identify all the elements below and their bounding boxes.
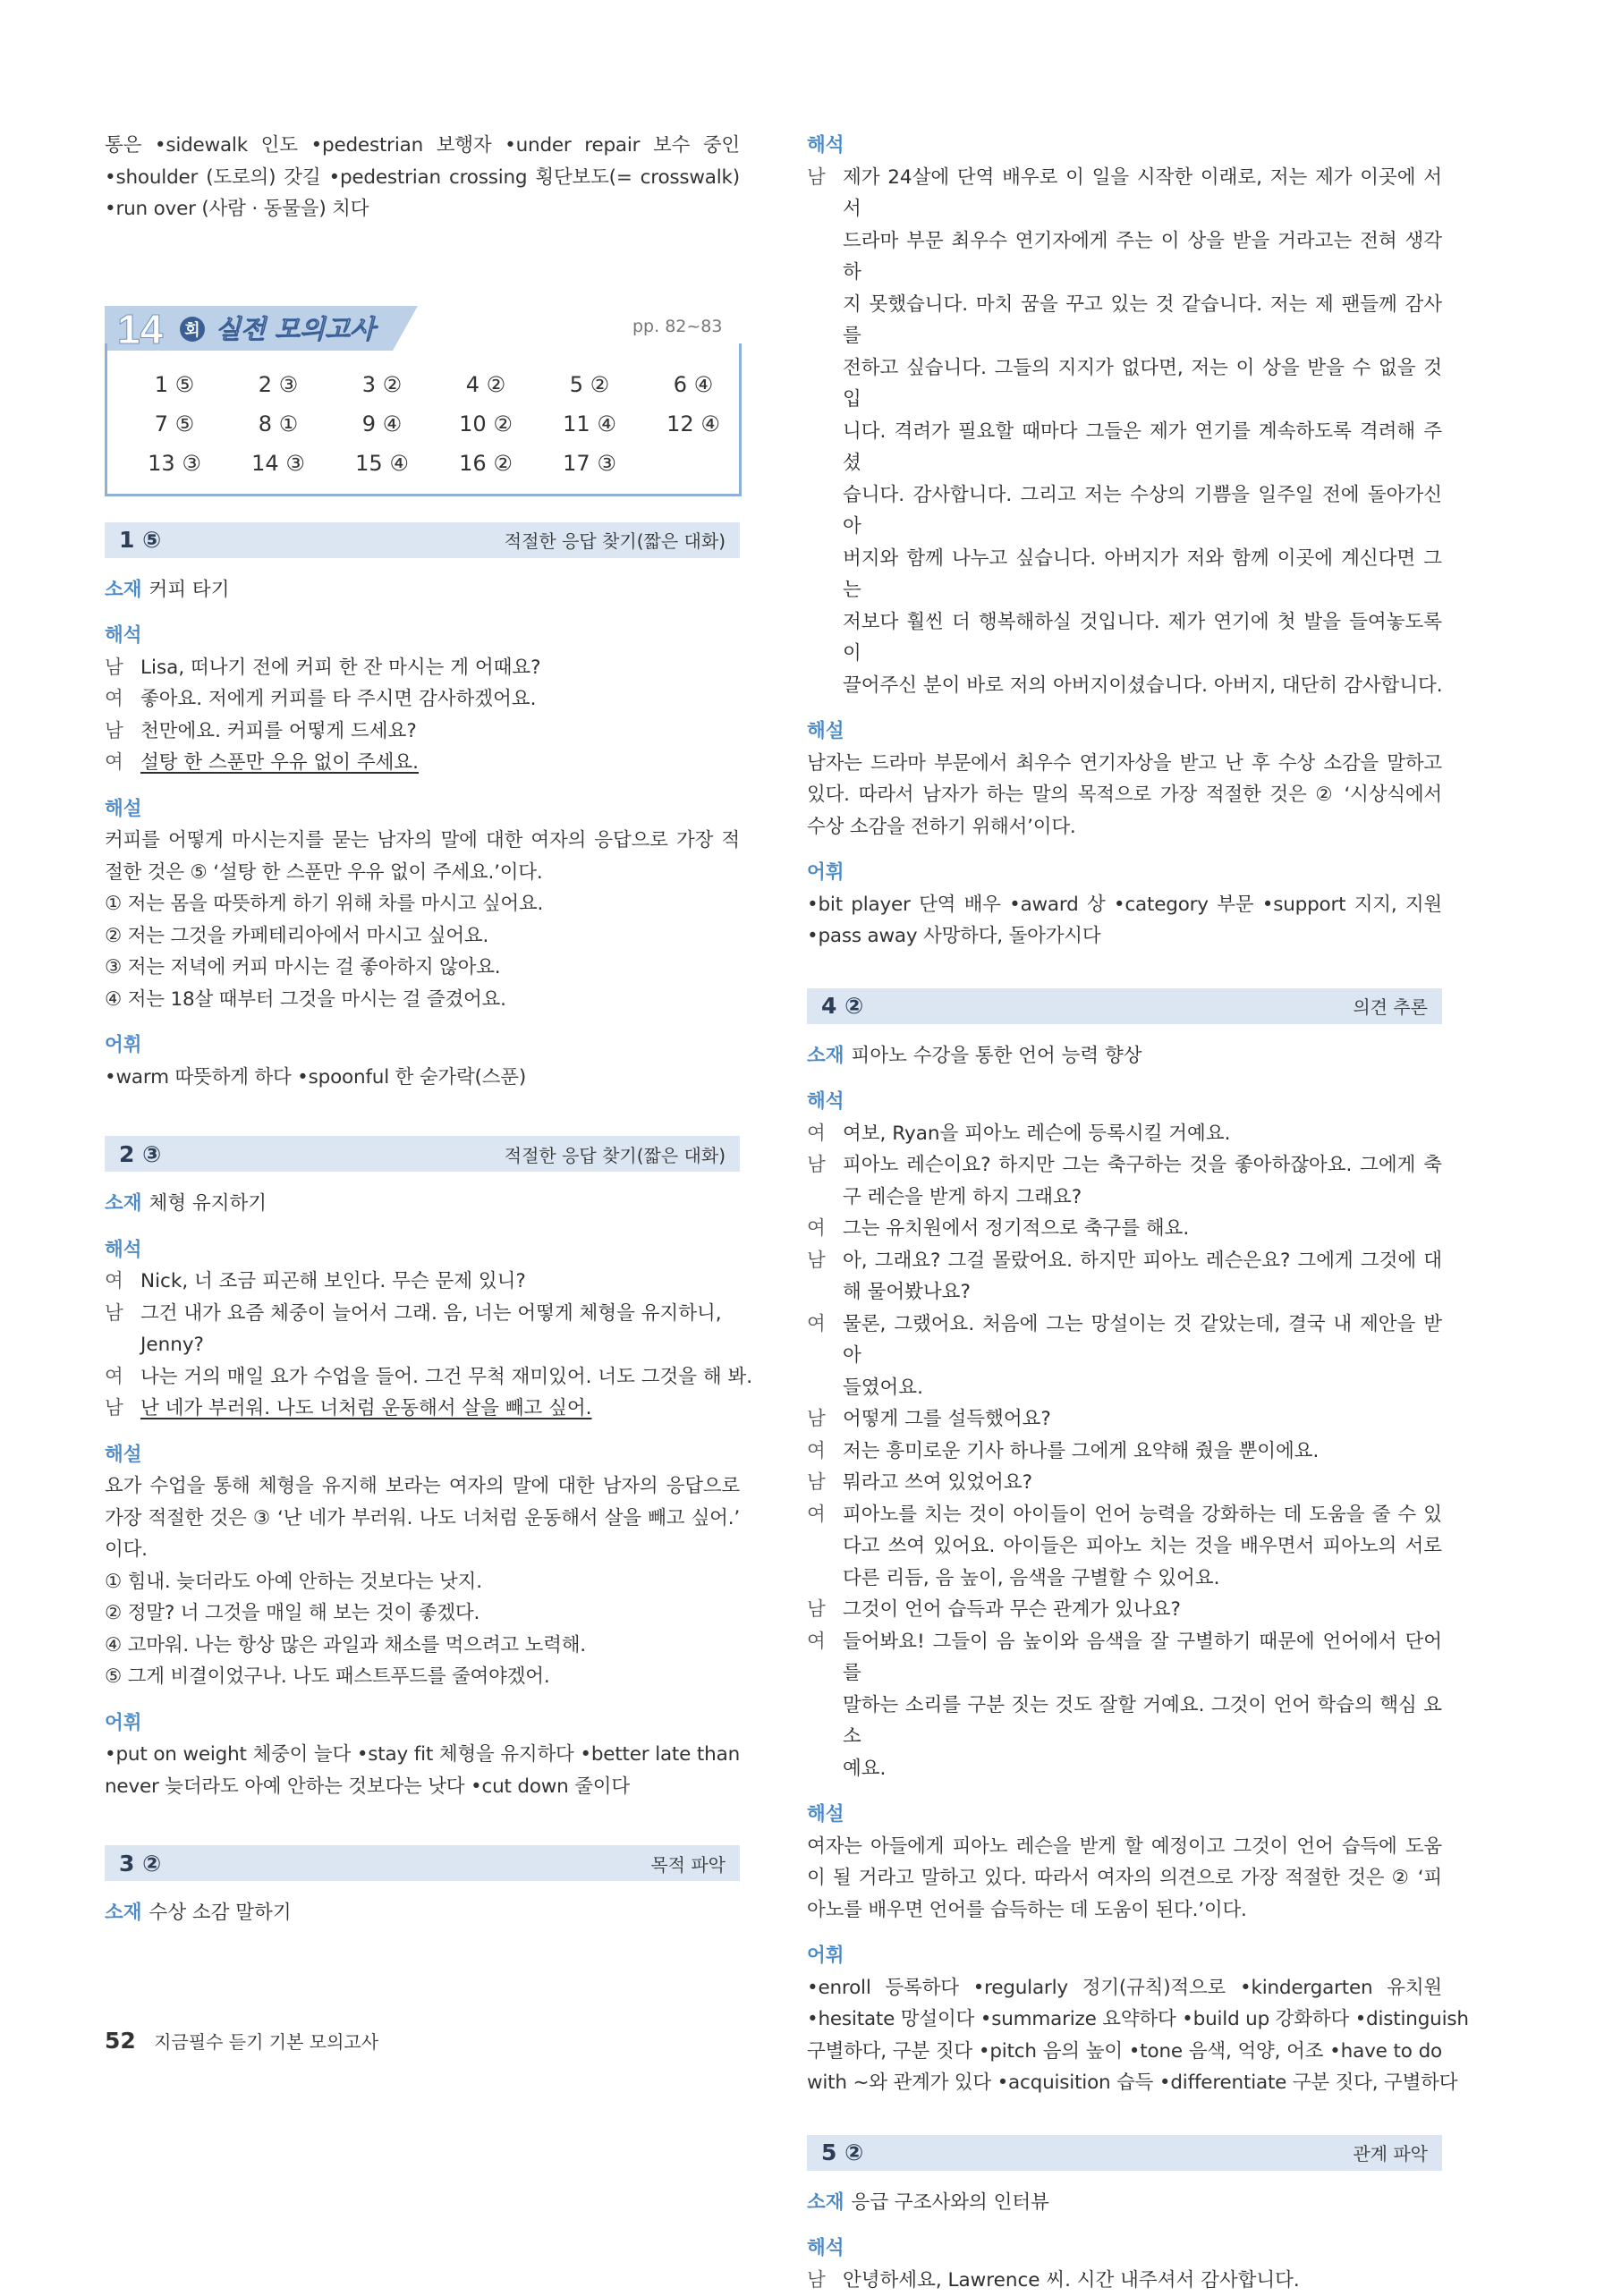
answer-item: 4 ② [434, 369, 538, 401]
book-title: 지금필수 듣기 기본 모의고사 [154, 2031, 378, 2053]
explanation-line: 수상 소감을 전하기 위해서’이다. [807, 811, 1442, 843]
vocab-line: never 늦더라도 아예 안하는 것보다는 낫다 •cut down 줄이다 [105, 1771, 740, 1803]
dialog-text: 구 레슨을 받게 하지 그래요? [843, 1182, 1442, 1214]
speaker: 남 [105, 652, 140, 684]
dialog-line [807, 416, 1442, 479]
dialog-text: 해 물어봤나요? [843, 1276, 1442, 1309]
option-line: ⑤ 그게 비결이었구나. 나도 패스트푸드를 줄여야겠어. [105, 1661, 740, 1693]
topic-label: 소재 [105, 1902, 142, 1924]
dialog-text: Jenny? [140, 1329, 740, 1361]
dialog-line [807, 225, 1442, 289]
explanation-line: 남자는 드라마 부문에서 최우수 연기자상을 받고 난 후 수상 소감을 말하고 [807, 748, 1442, 780]
left-column [105, 130, 740, 1929]
question-5-bar [807, 2135, 1442, 2171]
dialog-line [807, 1690, 1442, 1753]
explanation-label: 해설 [807, 716, 1442, 748]
translation-label: 해석 [807, 130, 1442, 162]
speaker: 남 [105, 1393, 140, 1425]
dialog-line [105, 1266, 740, 1298]
topic-label: 소재 [105, 1192, 142, 1215]
topic-line [105, 1188, 740, 1220]
page-number: 52 [105, 2028, 136, 2054]
vocab-line: •warm 따뜻하게 하다 •spoonful 한 숟가락(스푼) [105, 1062, 740, 1094]
explanation-line: 절한 것은 ⑤ ‘설탕 한 스푼만 우유 없이 주세요.’이다. [105, 857, 740, 889]
speaker: 여 [105, 1361, 140, 1394]
translation-label: 해석 [105, 620, 740, 652]
answer-item: 7 ⑤ [123, 408, 226, 440]
dialog-text: 좋아요. 저에게 커피를 타 주시면 감사하겠어요. [140, 683, 740, 716]
speaker: 남 [807, 2265, 843, 2296]
dialog-text: 다고 쓰여 있어요. 아이들은 피아노 치는 것을 배우면서 피아노의 서로 [843, 1530, 1442, 1563]
explanation-line: 가장 적절한 것은 ③ ‘난 네가 부러워. 나도 너처럼 운동해서 살을 빼고 싶어.’ [105, 1503, 740, 1535]
dialog-text: 안녕하세요, Lawrence 씨. 시간 내주셔서 감사합니다. [843, 2265, 1442, 2296]
dialog-text: 버지와 함께 나누고 싶습니다. 아버지가 저와 함께 이곳에 계신다면 그는 [843, 543, 1442, 606]
vocab-label: 어휘 [807, 1940, 1442, 1972]
speaker: 남 [807, 1149, 843, 1182]
intro-vocab [105, 130, 740, 225]
dialog-line [105, 1329, 740, 1361]
question-type: 목적 파악 [650, 1851, 726, 1877]
topic-label: 소재 [807, 1045, 844, 1067]
answer-item: 3 ② [330, 369, 434, 401]
dialog-line [807, 606, 1442, 670]
explanation-line: 커피를 어떻게 마시는지를 묻는 남자의 말에 대한 여자의 응답으로 가장 적 [105, 825, 740, 857]
vocab-line: •bit player 단역 배우 •award 상 •category 부문 •support 지지, 지원 [807, 889, 1442, 921]
topic-label: 소재 [807, 2191, 844, 2214]
dialog-text: 전하고 싶습니다. 그들의 지지가 없다면, 저는 이 상을 받을 수 없을 것입 [843, 352, 1442, 416]
answer-item: 14 ③ [226, 447, 330, 479]
dialog-line [807, 1467, 1442, 1499]
question-number: 3 ② [119, 1851, 161, 1877]
question-number: 2 ③ [119, 1141, 161, 1167]
explanation-line: 여자는 아들에게 피아노 레슨을 받게 할 예정이고 그것이 언어 습득에 도움 [807, 1831, 1442, 1863]
answer-grid [123, 369, 745, 479]
dialog-line [807, 1436, 1442, 1468]
dialog-text: 물론, 그랬어요. 처음에 그는 망설이는 것 같았는데, 결국 내 제안을 받아 [843, 1309, 1442, 1372]
dialog-text: 말하는 소리를 구분 짓는 것도 잘할 거예요. 그것이 언어 학습의 핵심 요소 [843, 1690, 1442, 1753]
dialog-line [807, 1118, 1442, 1150]
dialog-text: 저는 흥미로운 기사 하나를 그에게 요약해 줬을 뿐이에요. [843, 1436, 1442, 1468]
dialog-text: 드라마 부문 최우수 연기자에게 주는 이 상을 받을 거라고는 전혀 생각하 [843, 225, 1442, 289]
dialog-line [105, 652, 740, 684]
dialog-text: 그는 유치원에서 정기적으로 축구를 해요. [843, 1213, 1442, 1245]
explanation-line: 있다. 따라서 남자가 하는 말의 목적으로 가장 적절한 것은 ② ‘시상식에서 [807, 779, 1442, 811]
dialog-text: 지 못했습니다. 마치 꿈을 꾸고 있는 것 같습니다. 저는 제 팬들께 감사를 [843, 289, 1442, 352]
option-line: ① 힘내. 늦더라도 아예 안하는 것보다는 낫지. [105, 1566, 740, 1598]
dialog-text: 그것이 언어 습득과 무슨 관계가 있나요? [843, 1594, 1442, 1626]
answer-item: 6 ④ [641, 369, 745, 401]
option-line: ④ 저는 18살 때부터 그것을 마시는 걸 즐겼어요. [105, 984, 740, 1016]
page-footer [105, 2028, 378, 2054]
dialog-line [807, 543, 1442, 606]
dialog-line [807, 352, 1442, 416]
topic-text: 수상 소감 말하기 [149, 1902, 292, 1924]
answer-item: 5 ② [538, 369, 641, 401]
question-number: 5 ② [821, 2139, 863, 2165]
exam-answer-box [105, 306, 740, 513]
speaker: 남 [807, 162, 843, 225]
speaker: 여 [807, 1626, 843, 1690]
answer-item: 17 ③ [538, 447, 641, 479]
dialog-text: 습니다. 감사합니다. 그리고 저는 수상의 기쁨을 일주일 전에 돌아가신 아 [843, 479, 1442, 543]
answer-item: 12 ④ [641, 408, 745, 440]
dialog-text: 어떻게 그를 설득했어요? [843, 1403, 1442, 1436]
explanation-label: 해설 [807, 1799, 1442, 1831]
speaker: 여 [807, 1118, 843, 1150]
page-range: pp. 82~83 [632, 317, 722, 336]
dialog-line [807, 1276, 1442, 1309]
dialog-line [807, 670, 1442, 702]
exam-number: 14 [117, 306, 164, 351]
dialog-text: 천만에요. 커피를 어떻게 드세요? [140, 716, 740, 748]
question-type: 의견 추론 [1353, 993, 1428, 1019]
translation-label: 해석 [807, 2232, 1442, 2265]
dialog-text: 피아노 레슨이요? 하지만 그는 축구하는 것을 좋아하잖아요. 그에게 축 [843, 1149, 1442, 1182]
speaker: 남 [807, 1245, 843, 1277]
topic-line [105, 1897, 740, 1929]
topic-text: 커피 타기 [149, 579, 230, 601]
dialog-text: 들였어요. [843, 1372, 1442, 1404]
answer-item: 11 ④ [538, 408, 641, 440]
dialog-line [807, 1149, 1442, 1182]
speaker: 남 [807, 1403, 843, 1436]
dialog-text: 뭐라고 쓰여 있었어요? [843, 1467, 1442, 1499]
dialog-line [105, 747, 740, 779]
dialog-line [807, 1530, 1442, 1563]
dialog-text: Lisa, 떠나기 전에 커피 한 잔 마시는 게 어때요? [140, 652, 740, 684]
question-4-bar [807, 988, 1442, 1024]
dialog-text: 피아노를 치는 것이 아이들이 언어 능력을 강화하는 데 도움을 줄 수 있 [843, 1499, 1442, 1531]
dialog-text: 예요. [843, 1753, 1442, 1785]
speaker: 여 [105, 747, 140, 779]
answer-item: 9 ④ [330, 408, 434, 440]
explanation-label: 해설 [105, 793, 740, 826]
dialog-line [807, 1245, 1442, 1277]
answer-underlined-text: 난 네가 부러워. 나도 너처럼 운동해서 살을 빼고 싶어. [140, 1393, 740, 1425]
dialog-text: 끌어주신 분이 바로 저의 아버지이셨습니다. 아버지, 대단히 감사합니다. [843, 670, 1443, 702]
dialog-line [807, 1372, 1442, 1404]
dialog-text: 나는 거의 매일 요가 수업을 들어. 그건 무척 재미있어. 너도 그것을 해 봐. [140, 1361, 752, 1394]
question-number: 1 ⑤ [119, 527, 161, 553]
vocab-line: •shoulder (도로의) 갓길 •pedestrian crossing 횡단보도(= crosswalk) [105, 162, 740, 194]
explanation-line: 아노를 배우면 언어를 습득하는 데 도움이 된다.’이다. [807, 1894, 1442, 1927]
dialog-text: 다른 리듬, 음 높이, 음색을 구별할 수 있어요. [843, 1563, 1442, 1595]
answer-item: 13 ③ [123, 447, 226, 479]
answer-item: 15 ④ [330, 447, 434, 479]
dialog-line [105, 1298, 740, 1330]
dialog-line [807, 479, 1442, 543]
vocab-label: 어휘 [105, 1707, 740, 1740]
speaker: 여 [807, 1309, 843, 1372]
speaker: 남 [105, 1298, 140, 1330]
topic-line [807, 2187, 1442, 2219]
dialog-line [105, 1361, 740, 1394]
speaker: 여 [807, 1436, 843, 1468]
topic-text: 피아노 수강을 통한 언어 능력 향상 [852, 1045, 1142, 1067]
dialog-line [807, 1309, 1442, 1372]
question-2-bar [105, 1136, 740, 1172]
question-type: 관계 파악 [1353, 2139, 1428, 2165]
dialog-line [807, 289, 1442, 352]
dialog-line [105, 683, 740, 716]
dialog-text: 제가 24살에 단역 배우로 이 일을 시작한 이래로, 저는 제가 이곳에 서서 [843, 162, 1442, 225]
dialog-line [807, 1403, 1442, 1436]
option-line: ③ 저는 저녁에 커피 마시는 걸 좋아하지 않아요. [105, 952, 740, 984]
vocab-line: •enroll 등록하다 •regularly 정기(규칙)적으로 •kindergarten 유치원 [807, 1972, 1442, 2004]
translation-label: 해석 [105, 1234, 740, 1267]
vocab-line: •hesitate 망설이다 •summarize 요약하다 •build up 강화하다 •distinguish [807, 2004, 1442, 2036]
question-type: 적절한 응답 찾기(짧은 대화) [505, 1141, 726, 1167]
dialog-text: Nick, 너 조금 피곤해 보인다. 무슨 문제 있니? [140, 1266, 740, 1298]
vocab-line: •pass away 사망하다, 돌아가시다 [807, 920, 1442, 953]
speaker: 남 [807, 1594, 843, 1626]
explanation-line: 요가 수업을 통해 체형을 유지해 보라는 여자의 말에 대한 남자의 응답으로 [105, 1470, 740, 1503]
explanation-label: 해설 [105, 1439, 740, 1471]
dialog-line [105, 716, 740, 748]
dialog-line [807, 162, 1442, 225]
vocab-label: 어휘 [807, 857, 1442, 889]
dialog-text: 들어봐요! 그들이 음 높이와 음색을 잘 구별하기 때문에 언어에서 단어를 [843, 1626, 1442, 1690]
vocab-line: with ~와 관계가 있다 •acquisition 습득 •differentiate 구분 짓다, 구별하다 [807, 2067, 1442, 2099]
dialog-line [105, 1393, 740, 1425]
dialog-line [807, 2265, 1442, 2296]
explanation-line: 이다. [105, 1534, 740, 1566]
topic-text: 체형 유지하기 [149, 1192, 267, 1215]
speaker [105, 1329, 140, 1361]
translation-label: 해석 [807, 1086, 1442, 1118]
option-line: ② 정말? 너 그것을 매일 해 보는 것이 좋겠다. [105, 1597, 740, 1630]
speaker: 남 [807, 1467, 843, 1499]
answer-item: 10 ② [434, 408, 538, 440]
vocab-line: •put on weight 체중이 늘다 •stay fit 체형을 유지하다 •better late than [105, 1739, 740, 1771]
question-type: 적절한 응답 찾기(짧은 대화) [505, 527, 726, 553]
speaker: 남 [105, 716, 140, 748]
topic-line [105, 574, 740, 606]
vocab-label: 어휘 [105, 1029, 740, 1062]
exam-hoe: 회 [184, 320, 199, 340]
answer-item: 8 ① [226, 408, 330, 440]
dialog-text: 여보, Ryan을 피아노 레슨에 등록시킬 거예요. [843, 1118, 1442, 1150]
dialog-text: 그건 내가 요즘 체중이 늘어서 그래. 음, 너는 어떻게 체형을 유지하니, [140, 1298, 740, 1330]
speaker: 여 [105, 1266, 140, 1298]
answer-item: 1 ⑤ [123, 369, 226, 401]
speaker: 여 [807, 1499, 843, 1531]
dialog-text: 아, 그래요? 그걸 몰랐어요. 하지만 피아노 레슨은요? 그에게 그것에 대 [843, 1245, 1442, 1277]
vocab-line: 구별하다, 구분 짓다 •pitch 음의 높이 •tone 음색, 억양, 어조 •have to do [807, 2036, 1442, 2068]
right-column [807, 130, 1442, 2296]
question-1-bar [105, 522, 740, 558]
question-number: 4 ② [821, 993, 863, 1019]
exam-title: 실전 모의고사 [216, 314, 378, 344]
dialog-line [807, 1213, 1442, 1245]
option-line: ② 저는 그것을 카페테리아에서 마시고 싶어요. [105, 920, 740, 953]
option-line: ④ 고마워. 나는 항상 많은 과일과 채소를 먹으려고 노력해. [105, 1630, 740, 1662]
topic-text: 응급 구조사와의 인터뷰 [852, 2191, 1049, 2214]
option-line: ① 저는 몸을 따뜻하게 하기 위해 차를 마시고 싶어요. [105, 888, 740, 920]
dialog-line [807, 1753, 1442, 1785]
speaker: 여 [807, 1213, 843, 1245]
dialog-line [807, 1499, 1442, 1531]
dialog-line [807, 1563, 1442, 1595]
vocab-line: 통은 •sidewalk 인도 •pedestrian 보행자 •under repair 보수 중인 [105, 130, 740, 162]
speaker: 여 [105, 683, 140, 716]
question-3-bar [105, 1845, 740, 1881]
dialog-text: 저보다 훨씬 더 행복해하실 것입니다. 제가 연기에 첫 발을 들여놓도록 이 [843, 606, 1442, 670]
dialog-text: 니다. 격려가 필요할 때마다 그들은 제가 연기를 계속하도록 격려해 주셨 [843, 416, 1442, 479]
explanation-line: 이 될 거라고 말하고 있다. 따라서 여자의 의견으로 가장 적절한 것은 ② ‘피 [807, 1862, 1442, 1894]
topic-line [807, 1040, 1442, 1072]
vocab-line: •run over (사람 · 동물을) 치다 [105, 193, 740, 225]
answer-item: 2 ③ [226, 369, 330, 401]
dialog-line [807, 1182, 1442, 1214]
answer-underlined-text: 설탕 한 스푼만 우유 없이 주세요. [140, 747, 740, 779]
answer-item: 16 ② [434, 447, 538, 479]
dialog-line [807, 1594, 1442, 1626]
dialog-line [807, 1626, 1442, 1690]
topic-label: 소재 [105, 579, 142, 601]
